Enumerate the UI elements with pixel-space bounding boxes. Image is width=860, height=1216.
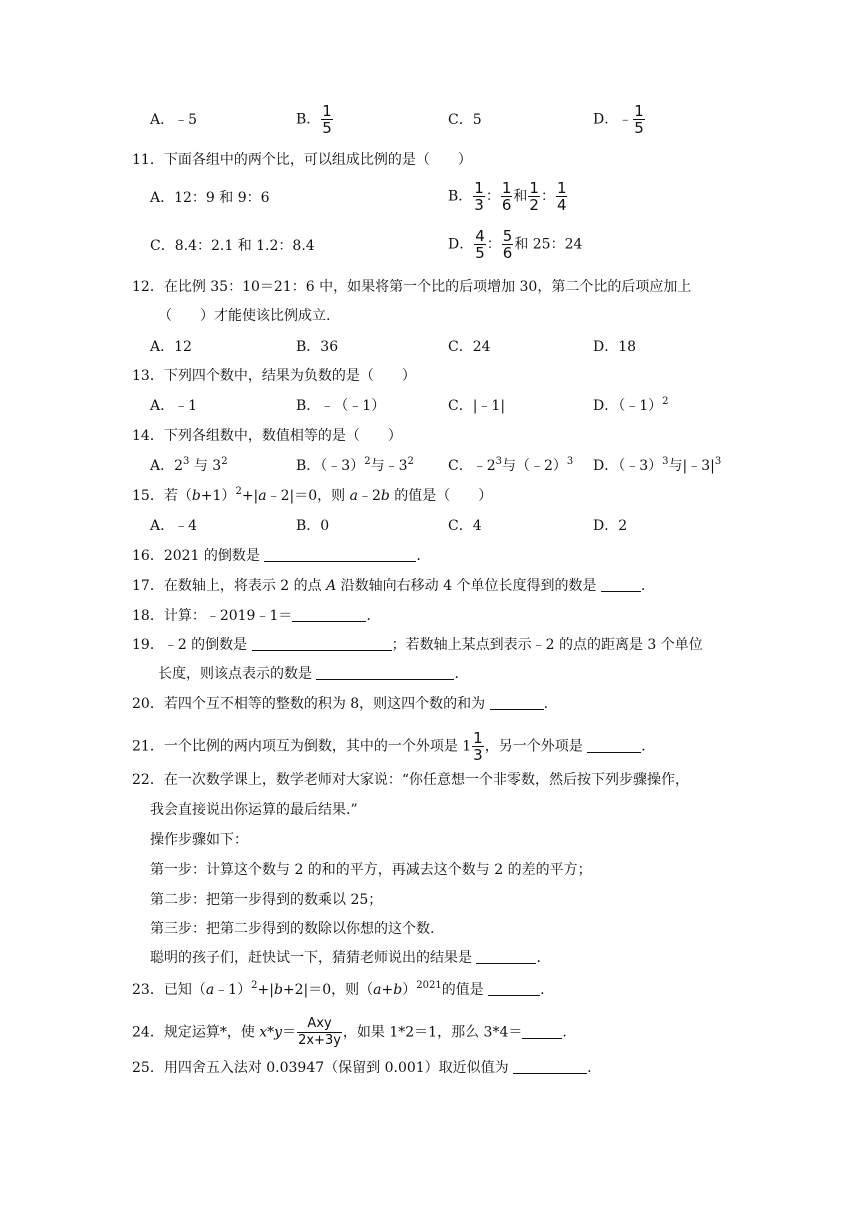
fraction-numerator: 1	[501, 179, 512, 197]
variable: a	[258, 488, 267, 504]
stem-text: 24．规定运算*，使	[132, 1024, 260, 1041]
stem-text: 长度，则该点表示的数是	[158, 666, 317, 682]
q22-stem-line2: 我会直接说出你运算的最后结果.”	[150, 802, 358, 818]
q20-stem	[132, 694, 548, 714]
fraction-numerator: 1	[556, 179, 567, 197]
fraction-denominator: 4	[556, 196, 567, 214]
stem-text: 21．一个比例的两内项互为倒数，其中的一个外项是 1	[132, 738, 472, 755]
q13-option-c: C．|﹣1|	[448, 398, 506, 414]
exponent: 2	[221, 456, 228, 467]
q15-option-d: D．2	[593, 518, 628, 534]
fraction-denominator: 6	[502, 244, 513, 262]
variable: a	[373, 982, 382, 998]
q14-stem: 14．下列各组数中，数值相等的是（ ）	[132, 428, 402, 444]
q12-option-d: D．18	[593, 339, 637, 355]
fraction-denominator: 3	[473, 746, 483, 764]
exponent: 2	[251, 980, 258, 991]
q11-option-b	[448, 180, 568, 213]
q10-option-b	[296, 103, 334, 136]
q12-stem-line2: （ ）才能使该比例成立.	[158, 308, 331, 324]
stem-text: .	[641, 738, 646, 755]
fraction	[474, 228, 486, 261]
fraction-denominator: 5	[475, 244, 485, 262]
fraction	[556, 180, 568, 213]
q14-option-a	[150, 456, 228, 476]
answer-blank[interactable]	[252, 636, 392, 651]
q17-stem	[132, 576, 645, 596]
answer-blank[interactable]	[587, 738, 641, 753]
stem-text: ﹣1）	[214, 982, 252, 998]
fraction-numerator: 1	[474, 179, 484, 197]
fraction-denominator: 3	[474, 196, 484, 214]
stem-text: ﹣2	[357, 488, 381, 504]
stem-text: ﹣2|＝0，则	[266, 488, 350, 504]
q14-option-b	[296, 456, 414, 476]
variable: a	[349, 488, 358, 504]
stem-text: .	[366, 608, 371, 624]
exponent: 2	[662, 396, 669, 407]
q21-stem	[132, 730, 646, 763]
fraction-denominator: 6	[501, 196, 512, 214]
q11-option-c: C．8.4：2.1 和 1.2：8.4	[150, 238, 315, 254]
answer-blank[interactable]	[513, 1059, 587, 1074]
q15-option-b: B．0	[296, 518, 330, 534]
q13-stem: 13．下列四个数中，结果为负数的是（ ）	[132, 368, 416, 384]
stem-text: 15．若（	[132, 488, 192, 504]
fraction-denominator: 2	[529, 196, 539, 214]
option-text: D．（﹣1）	[593, 398, 663, 414]
q11-option-a: A．12：9 和 9：6	[150, 190, 270, 206]
stem-text: .	[587, 1060, 592, 1076]
variable: b	[191, 488, 201, 504]
fraction-denominator: 2x+3y	[298, 1033, 341, 1048]
q15-option-c: C．4	[448, 518, 482, 534]
option-text: C．﹣2	[448, 458, 496, 474]
q24-stem	[132, 1016, 567, 1049]
variable: b	[380, 488, 390, 504]
q22-step-3: 第三步：把第二步得到的数除以你想的这个数.	[150, 921, 435, 937]
stem-text: .	[454, 666, 459, 682]
answer-blank[interactable]	[292, 607, 366, 622]
answer-blank[interactable]	[476, 949, 536, 964]
option-text: 与﹣3	[370, 458, 408, 474]
stem-text: .	[640, 578, 646, 594]
q22-question	[150, 948, 541, 968]
stem-text: 19．﹣2 的倒数是	[132, 637, 252, 653]
answer-blank[interactable]	[601, 577, 641, 592]
q22-steps-heading: 操作步骤如下：	[150, 832, 248, 848]
q11-stem: 11．下面各组中的两个比，可以组成比例的是（ ）	[132, 152, 472, 168]
fraction-numerator: 4	[475, 227, 485, 245]
q10-option-b-fraction	[321, 103, 333, 136]
answer-blank[interactable]	[488, 981, 540, 996]
exponent: 2	[364, 456, 371, 467]
option-text: 与 3	[189, 458, 222, 474]
stem-text: .	[562, 1024, 567, 1041]
stem-text: +|	[241, 488, 259, 504]
q13-option-d	[593, 396, 669, 416]
stem-text: 17．在数轴上，将表示 2 的点	[132, 578, 327, 594]
stem-text: 的值是（ ）	[389, 488, 493, 504]
q19-stem-line2	[158, 664, 459, 684]
stem-text: ，如果 1*2＝1，那么 3*4＝	[342, 1024, 523, 1041]
q10-option-d-fraction	[633, 103, 645, 136]
option-text: D．（﹣3）	[593, 458, 663, 474]
stem-text: 沿数轴向右移动 4 个单位长度得到的数是	[336, 578, 601, 594]
option-text: B．（﹣3）	[296, 458, 365, 474]
q25-stem	[132, 1058, 592, 1078]
q12-stem-line1: 12．在比例 35：10＝21：6 中，如果将第一个比的后项增加 30，第二个比的后项应加上	[132, 279, 692, 295]
stem-text: ）	[402, 982, 417, 998]
operator: ＝	[282, 1024, 297, 1041]
ratio-colon: ：	[485, 188, 500, 205]
stem-text: 聪明的孩子们，赶快试一下，猜猜老师说出的结果是	[150, 950, 477, 966]
q19-stem-line1	[132, 635, 703, 655]
q10-option-d-prefix: D．﹣	[593, 111, 633, 128]
q23-stem	[132, 980, 545, 1000]
stem-text: 16．2021 的倒数是	[132, 548, 265, 564]
ratio-colon: ：	[486, 236, 501, 253]
fraction	[528, 180, 540, 213]
stem-text: +	[381, 982, 394, 998]
exponent: 3	[714, 456, 722, 467]
stem-text: .	[543, 696, 549, 712]
answer-blank[interactable]	[522, 1024, 562, 1039]
q12-option-b: B．36	[296, 339, 339, 355]
and-text: 和	[513, 188, 528, 205]
stem-text: 20．若四个互不相等的整数的积为 8，则这四个数的和为	[132, 696, 490, 712]
fraction-denominator: 5	[634, 119, 644, 137]
variable: b	[393, 982, 403, 998]
q10-option-a: A．﹣5	[150, 112, 198, 128]
option-prefix: D．	[448, 236, 474, 253]
fraction-numerator: Axy	[307, 1016, 332, 1031]
variable: a	[205, 982, 215, 998]
q22-step-1: 第一步：计算这个数与 2 的和的平方，再减去这个数与 2 的差的平方；	[150, 862, 592, 878]
q22-step-2: 第二步：把第一步得到的数乘以 25；	[150, 892, 383, 908]
q22-stem-line1: 22．在一次数学课上，数学老师对大家说：“你任意想一个非零数，然后按下列步骤操作，	[132, 772, 689, 788]
exponent: 3	[495, 456, 502, 467]
stem-text: ；若数轴上某点到表示﹣2 的点的距离是 3 个单位	[391, 637, 703, 653]
exponent: 3	[662, 456, 669, 467]
exponent: 2	[407, 456, 414, 467]
fraction-numerator: 1	[473, 729, 483, 747]
q15-stem	[132, 486, 492, 506]
fraction-numerator: 5	[502, 227, 513, 245]
stem-text: +|	[257, 982, 274, 998]
q10-option-c: C．5	[448, 112, 482, 128]
q13-option-a: A．﹣1	[150, 398, 198, 414]
stem-text: 18．计算：﹣2019﹣1＝	[132, 608, 293, 624]
stem-text: +2|＝0，则（	[282, 982, 374, 998]
fraction	[297, 1016, 342, 1049]
fraction	[473, 180, 485, 213]
q15-option-a: A．﹣4	[150, 518, 198, 534]
option-prefix: B．	[448, 188, 473, 205]
stem-text: ，另一个外项是	[484, 738, 588, 755]
fraction-numerator: 1	[529, 179, 539, 197]
q12-option-a: A．12	[150, 339, 192, 355]
fraction	[501, 180, 513, 213]
variable: x	[259, 1024, 268, 1041]
variable: b	[273, 982, 283, 998]
q10-option-d	[593, 103, 646, 136]
answer-blank[interactable]	[264, 547, 416, 562]
q18-stem	[132, 606, 371, 626]
option-text: 与（﹣2）	[502, 458, 567, 474]
q14-option-d	[593, 456, 721, 476]
option-text: 与|﹣3|	[668, 458, 715, 474]
stem-text: 25．用四舍五入法对 0.03947（保留到 0.001）取近似值为	[132, 1060, 514, 1076]
operator: *	[267, 1024, 275, 1041]
q11-option-d	[448, 228, 582, 261]
option-text: A．2	[150, 458, 184, 474]
exponent: 3	[566, 456, 574, 467]
exponent: 2021	[416, 980, 442, 991]
q14-option-c	[448, 456, 573, 476]
fraction-numerator: 1	[322, 102, 332, 120]
exponent: 2	[235, 486, 242, 497]
answer-blank[interactable]	[490, 695, 544, 710]
stem-text: .	[540, 982, 545, 998]
exponent: 3	[183, 456, 190, 467]
stem-text: +1）	[200, 488, 236, 504]
answer-blank[interactable]	[316, 665, 454, 680]
fraction-denominator: 5	[322, 119, 332, 137]
stem-text: .	[416, 548, 421, 564]
ratio-colon: ：	[540, 188, 555, 205]
q10-option-b-prefix: B．	[296, 111, 321, 128]
fraction-numerator: 1	[634, 102, 644, 120]
fraction	[472, 730, 484, 763]
fraction	[502, 228, 514, 261]
stem-text: .	[536, 950, 541, 966]
stem-text: 的值是	[441, 982, 489, 998]
variable: y	[274, 1024, 283, 1041]
q13-option-b: B．﹣（﹣1）	[296, 398, 386, 414]
option-tail: 和 25：24	[514, 236, 583, 253]
q16-stem	[132, 546, 421, 566]
stem-text: 23．已知（	[132, 982, 206, 998]
point-label: A	[326, 578, 337, 594]
q12-option-c: C．24	[448, 339, 491, 355]
